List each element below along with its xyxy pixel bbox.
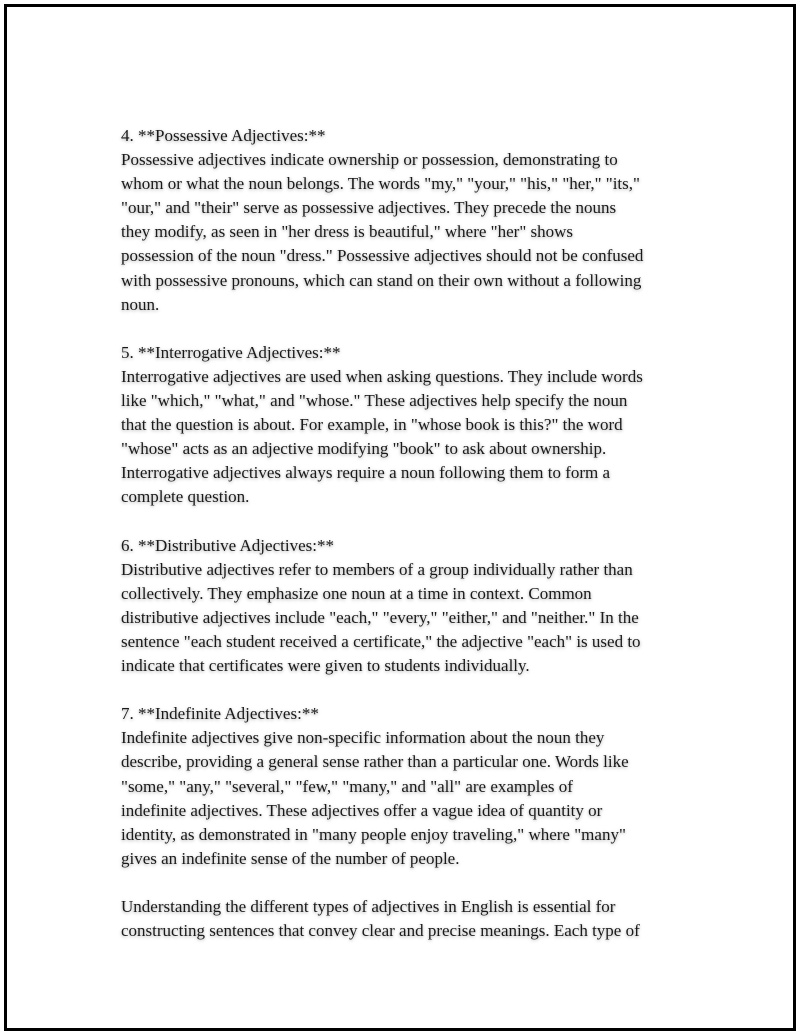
section-interrogative-adjectives: [121, 341, 701, 510]
closing-text: Understanding the different types of adjectives in English is essential for constructing sentences that convey clear and precise meanings. Each type of: [121, 897, 640, 941]
section-heading: 6. **Distributive Adjectives:**: [121, 535, 334, 555]
section-paragraph: Indefinite adjectives give non-specific information about the noun they describe, providing a general sense rather than a particular one. Words like "some," "any," "several," "few," "many," and "all" are examples of indefinite adjectives. These adjectives offer a vague idea of quantity or identity, as demonstrated in "many people enjoy traveling," where "many" gives an indefinite sense of the number of people.: [121, 728, 629, 868]
section-heading: 4. **Possessive Adjectives:**: [121, 126, 326, 145]
document-body: [121, 124, 701, 967]
section-paragraph: Distributive adjectives refer to members of a group individually rather than collectively. They emphasize one noun at a time in context. Common distributive adjectives include "each," "every," "either," and "neither." In the sentence "each student received a certificate," the adjective "each" is used to indicate that certificates were given to students individually.: [121, 559, 641, 676]
section-indefinite-adjectives: [121, 702, 701, 871]
section-paragraph: Possessive adjectives indicate ownership or possession, demonstrating to whom or what the noun belongs. The words "my," "your," "his," "her," "its," "our," and "their" serve as possessive adjectives. They precede the nouns they modify, as seen in "her dress is beautiful," where "her" shows possession of the noun "dress." Possessive adjectives should not be confused with possessive pronouns, which can stand on their own without a following noun.: [121, 150, 644, 314]
section-possessive-adjectives: [121, 124, 701, 317]
section-heading: 5. **Interrogative Adjectives:**: [121, 342, 341, 362]
section-distributive-adjectives: [121, 534, 701, 679]
page-frame: [4, 4, 796, 1031]
closing-paragraph: [121, 895, 701, 943]
section-heading: 7. **Indefinite Adjectives:**: [121, 704, 319, 724]
section-paragraph: Interrogative adjectives are used when asking questions. They include words like "which," "what," and "whose." These adjectives help specify the noun that the question is about. For example, in "whose book is this?" the word "whose" acts as an adjective modifying "book" to ask about ownership. Interrogative adjectives always require a noun following them to form a complete question.: [121, 366, 643, 507]
